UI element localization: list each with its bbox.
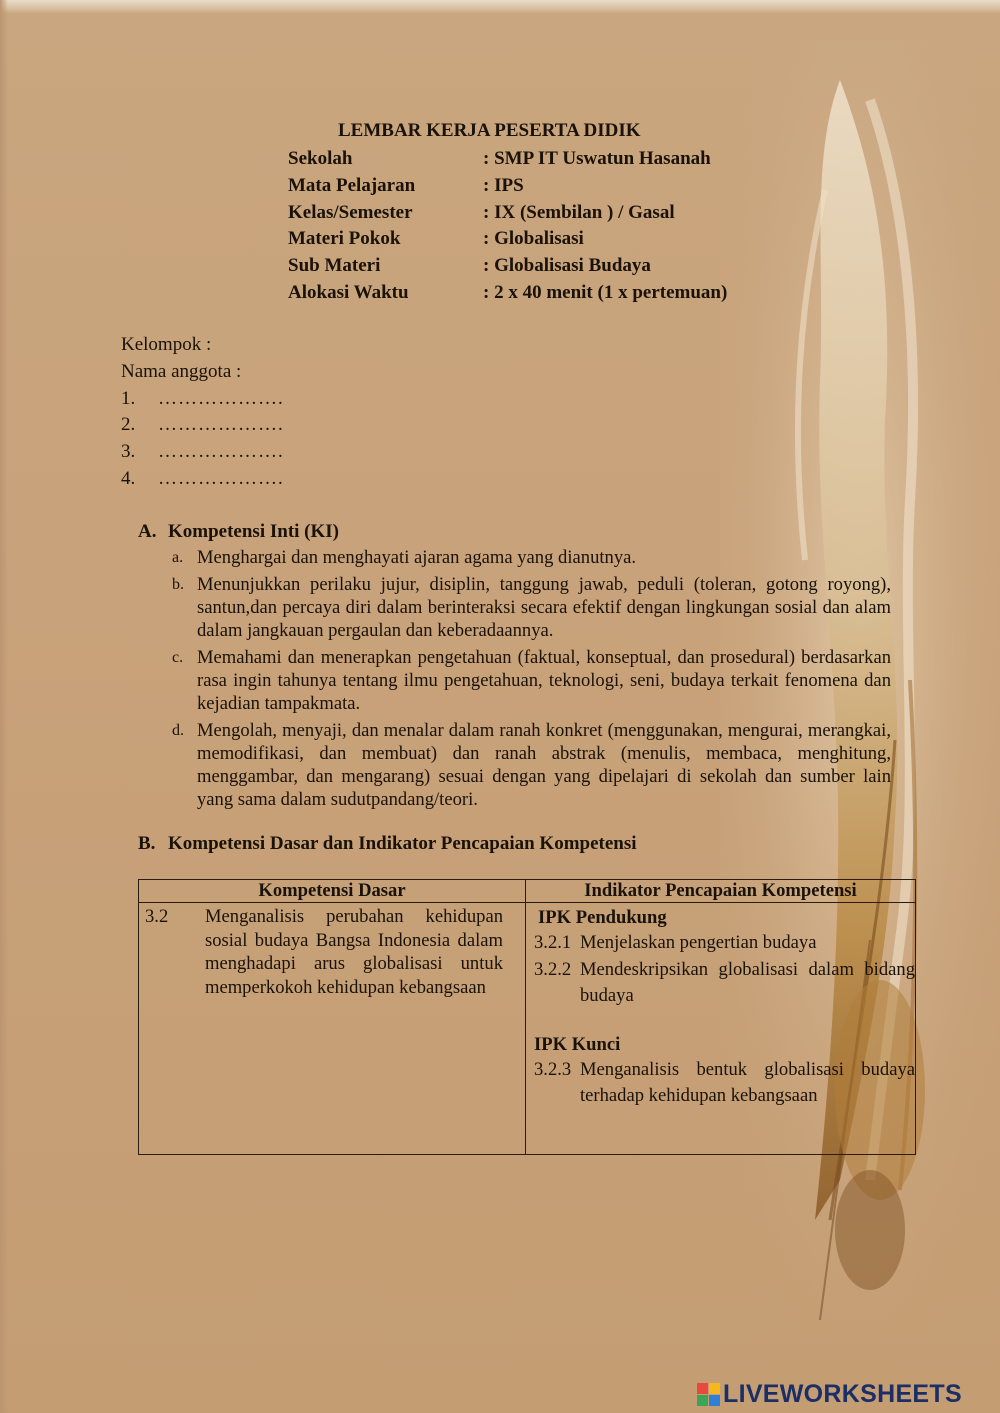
member-number: 1. bbox=[121, 387, 136, 409]
kd-text: Menganalisis perubahan kehidupan sosial budaya Bangsa Indonesia dalam menghadapi arus globalisasi untuk memperkokoh kehidupan kebangsaan bbox=[205, 906, 503, 998]
list-text: Mengolah, menyaji, dan menalar dalam ranah konkret (menggunakan, mengurai, merangkai, memodifikasi, dan membuat) dan ranah abstrak (menulis, membaca, menghitung, menggambar, dan mengarang) sesuai dengan yang dipelajari di sekolah dan sumber lain yang sama dalam sudutpandang/teori. bbox=[197, 720, 891, 810]
member-row bbox=[121, 441, 284, 468]
table-row bbox=[139, 903, 916, 1155]
list-item bbox=[172, 646, 891, 715]
member-name-blank[interactable]: ………………. bbox=[158, 387, 284, 409]
section-letter: A. bbox=[138, 521, 157, 542]
kd-cell bbox=[139, 903, 526, 1155]
list-marker: b. bbox=[172, 576, 184, 593]
section-b-heading bbox=[138, 833, 637, 855]
ipk-kunci-heading: IPK Kunci bbox=[534, 1033, 621, 1055]
info-label: Kelas/Semester bbox=[288, 201, 413, 223]
list-item bbox=[172, 719, 891, 811]
section-title: Kompetensi Dasar dan Indikator Pencapaian Kompetensi bbox=[168, 833, 637, 854]
identity-info bbox=[288, 148, 808, 309]
info-row-mata-pelajaran bbox=[288, 175, 808, 202]
member-name-blank[interactable]: ………………. bbox=[158, 414, 284, 436]
info-label: Mata Pelajaran bbox=[288, 174, 416, 196]
list-item bbox=[172, 573, 891, 642]
section-a-heading bbox=[138, 521, 339, 543]
anggota-label: Nama anggota : bbox=[121, 360, 242, 382]
info-value: : Globalisasi Budaya bbox=[483, 255, 651, 277]
info-label: Materi Pokok bbox=[288, 228, 401, 250]
table-header-row bbox=[139, 880, 916, 903]
logo-square bbox=[709, 1395, 720, 1406]
group-section bbox=[121, 334, 284, 495]
list-marker: a. bbox=[172, 549, 184, 566]
info-row-kelas-semester bbox=[288, 202, 808, 229]
member-row bbox=[121, 414, 284, 441]
logo-square bbox=[697, 1383, 708, 1394]
member-row bbox=[121, 467, 284, 495]
member-number: 2. bbox=[121, 414, 136, 436]
info-row-alokasi-waktu bbox=[288, 282, 808, 309]
member-name-blank[interactable]: ………………. bbox=[158, 467, 284, 489]
kompetensi-inti-list bbox=[172, 546, 891, 815]
kelompok-label: Kelompok : bbox=[121, 334, 212, 355]
member-name-blank[interactable]: ………………. bbox=[158, 441, 284, 463]
member-number: 4. bbox=[121, 467, 136, 489]
info-row-materi-pokok bbox=[288, 228, 808, 255]
list-text: Menunjukkan perilaku jujur, disiplin, tanggung jawab, peduli (toleran, gotong royong), santun,dan percaya diri dalam berinteraksi secara efektif dengan lingkungan sosial dan alam dalam jangkauan pergaulan dan keberadaannya. bbox=[197, 574, 891, 641]
ipk-code: 3.2.2 bbox=[534, 958, 572, 980]
ipk-code: 3.2.1 bbox=[534, 932, 572, 953]
list-item bbox=[172, 546, 891, 569]
info-row-sekolah bbox=[288, 148, 808, 175]
liveworksheets-logo bbox=[697, 1380, 962, 1408]
member-number: 3. bbox=[121, 441, 136, 463]
kd-code: 3.2 bbox=[145, 906, 169, 927]
list-marker: c. bbox=[172, 649, 184, 666]
ipk-pendukung-heading: IPK Pendukung bbox=[538, 907, 667, 928]
logo-badge-icon bbox=[697, 1383, 720, 1406]
list-marker: d. bbox=[172, 722, 184, 739]
column-header-kd: Kompetensi Dasar bbox=[139, 880, 526, 903]
ipk-item bbox=[526, 930, 915, 957]
worksheet-title: LEMBAR KERJA PESERTA DIDIK bbox=[338, 120, 641, 141]
ipk-code: 3.2.3 bbox=[534, 1058, 572, 1080]
member-row bbox=[121, 387, 284, 415]
column-header-ipk: Indikator Pencapaian Kompetensi bbox=[526, 880, 916, 903]
info-label: Alokasi Waktu bbox=[288, 281, 409, 303]
section-title: Kompetensi Inti (KI) bbox=[168, 521, 339, 542]
info-value: : IPS bbox=[483, 174, 524, 196]
ipk-text: Menjelaskan pengertian budaya bbox=[580, 932, 817, 953]
kd-entry bbox=[139, 905, 525, 999]
ipk-text: Mendeskripsikan globalisasi dalam bidang budaya bbox=[580, 958, 915, 1006]
paper-top-edge bbox=[0, 0, 1000, 14]
list-text: Memahami dan menerapkan pengetahuan (faktual, konseptual, dan prosedural) berdasarkan rasa ingin tahunya tentang ilmu pengetahuan, teknologi, seni, budaya terkait fenomena dan kejadian tampakmata. bbox=[197, 647, 891, 714]
ipk-item bbox=[526, 957, 915, 1010]
logo-square bbox=[709, 1383, 720, 1394]
competency-table bbox=[138, 879, 916, 1155]
ipk-item bbox=[526, 1057, 915, 1110]
info-value: : 2 x 40 menit (1 x pertemuan) bbox=[483, 281, 728, 303]
info-value: : Globalisasi bbox=[483, 228, 584, 250]
logo-square bbox=[697, 1395, 708, 1406]
info-label: Sekolah bbox=[288, 148, 353, 169]
logo-text: LIVEWORKSHEETS bbox=[723, 1379, 962, 1408]
ipk-cell bbox=[526, 903, 916, 1155]
paper-left-shadow bbox=[0, 0, 8, 1413]
info-value: : SMP IT Uswatun Hasanah bbox=[483, 148, 711, 169]
list-text: Menghargai dan menghayati ajaran agama yang dianutnya. bbox=[197, 547, 637, 568]
info-row-sub-materi bbox=[288, 255, 808, 282]
info-value: : IX (Sembilan ) / Gasal bbox=[483, 201, 675, 223]
ipk-text: Menganalisis bentuk globalisasi budaya terhadap kehidupan kebangsaan bbox=[580, 1058, 915, 1106]
info-label: Sub Materi bbox=[288, 255, 381, 277]
section-letter: B. bbox=[138, 833, 156, 854]
